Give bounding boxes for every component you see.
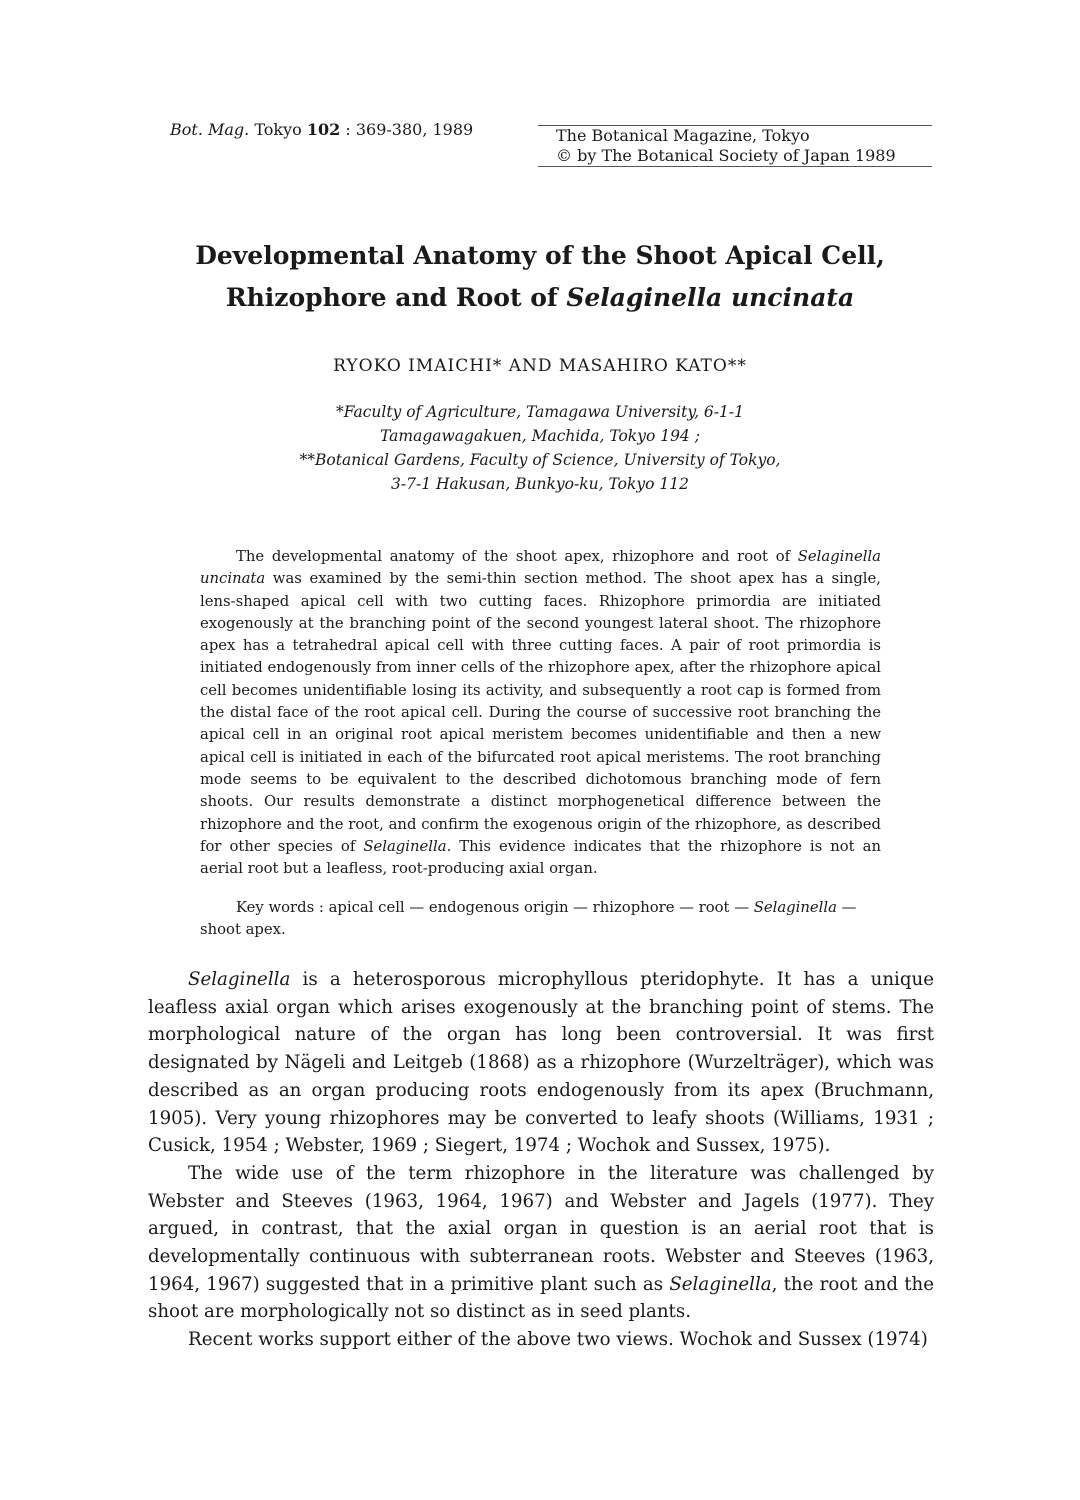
title-line-2-plain: Rhizophore and Root of	[225, 283, 567, 312]
abstract-text-2: was examined by the semi-thin section method. The shoot apex has a single, lens-shaped apical cell with two cutting faces. Rhizophore primordia are initiated exogenously at the branching point of the second youngest lateral shoot. The rhizophore apex has a tetrahedral apical cell with three cutting faces. A pair of root primordia is initiated endogenously from inner cells of the rhizophore apex, after the rhizophore apical cell becomes unidentifiable losing its activity, and subsequently a root cap is formed from the distal face of the root apical cell. During the course of successive root branching the apical cell in an original root apical meristem becomes unidentifiable and then a new apical cell is initiated in each of the bifurcated root apical meristems. The root branching mode seems to be equivalent to the described dichotomous branching mode of fern shoots. Our results demonstrate a distinct morphogenetical difference between the rhizophore and the root, and confirm the exogenous origin of the rhizophore, as described for other species of	[200, 570, 881, 855]
journal-copyright-box	[538, 125, 932, 167]
body-p1-text: is a heterosporous microphyllous pteridophyte. It has a unique leafless axial organ which arises exogenously at the branching point of stems. The morphological nature of the organ has long been controversial. It was first designated by Nägeli and Leitgeb (1868) as a rhizophore (Wurzelträger), which was described as an organ producing roots endogenously from its apex (Bruchmann, 1905). Very young rhizophores may be converted to leafy shoots (Williams, 1931 ; Cusick, 1954 ; Webster, 1969 ; Siegert, 1974 ; Wochok and Sussex, 1975).	[148, 969, 934, 1157]
paper-title	[100, 235, 980, 319]
citation-line	[170, 120, 473, 139]
affiliation-line-1: *Faculty of Agriculture, Tamagawa University, 6-1-1	[336, 403, 744, 421]
abstract-species-1: Selaginella uncinata	[200, 548, 881, 588]
affiliations	[100, 400, 980, 496]
journal-name: The Botanical Magazine, Tokyo	[556, 126, 810, 145]
authors: RYOKO IMAICHI* AND MASAHIRO KATO**	[333, 356, 747, 376]
body-p2-text-a: The wide use of the term rhizophore in the literature was challenged by Webster and Steeves (1963, 1964, 1967) and Webster and Jagels (1977). They argued, in contrast, that the axial organ in question is an aerial root that is developmentally continuous with subterranean roots. Webster and Steeves (1963, 1964, 1967) suggested that in a primitive plant such as	[148, 1162, 934, 1295]
abstract-text-3: . This evidence indicates that the rhizophore is not an aerial root but a leafless, root-producing axial organ.	[200, 837, 881, 878]
keywords-text: Key words : apical cell — endogenous origin — rhizophore — root —	[236, 899, 754, 916]
copyright-line: © by The Botanical Society of Japan 1989	[556, 146, 896, 165]
citation-volume: 102	[306, 120, 341, 139]
citation-pages: : 369-380, 1989	[340, 120, 474, 139]
body-text	[148, 966, 934, 1354]
citation-journal: Bot. Mag.	[170, 120, 250, 139]
body-p2-species: Selaginella	[669, 1273, 772, 1295]
keywords-species: Selaginella	[753, 899, 837, 916]
keywords	[200, 897, 881, 942]
title-line-2	[100, 277, 980, 319]
title-line-1: Developmental Anatomy of the Shoot Apical Cell,	[195, 241, 885, 270]
abstract-species-2: Selaginella	[363, 837, 447, 855]
body-paragraph-1	[148, 966, 934, 1160]
affiliation-line-3: **Botanical Gardens, Faculty of Science, University of Tokyo,	[299, 451, 781, 469]
affiliation-line-4: 3-7-1 Hakusan, Bunkyo-ku, Tokyo 112	[391, 475, 689, 493]
affiliation-line-2: Tamagawagakuen, Machida, Tokyo 194 ;	[380, 427, 700, 445]
body-p1-species: Selaginella	[188, 969, 291, 990]
abstract	[200, 546, 881, 880]
body-p2-text-b: , the root and the shoot are morphologically not so distinct as in seed plants.	[148, 1273, 934, 1323]
abstract-text-1: The developmental anatomy of the shoot apex, rhizophore and root of	[236, 548, 798, 565]
title-species: Selaginella uncinata	[566, 283, 855, 312]
body-paragraph-2	[148, 1160, 934, 1326]
citation-city: Tokyo	[249, 120, 307, 139]
body-paragraph-3: Recent works support either of the above two views. Wochok and Sussex (1974)	[188, 1329, 928, 1351]
keywords-tail: — shoot apex.	[200, 899, 857, 939]
